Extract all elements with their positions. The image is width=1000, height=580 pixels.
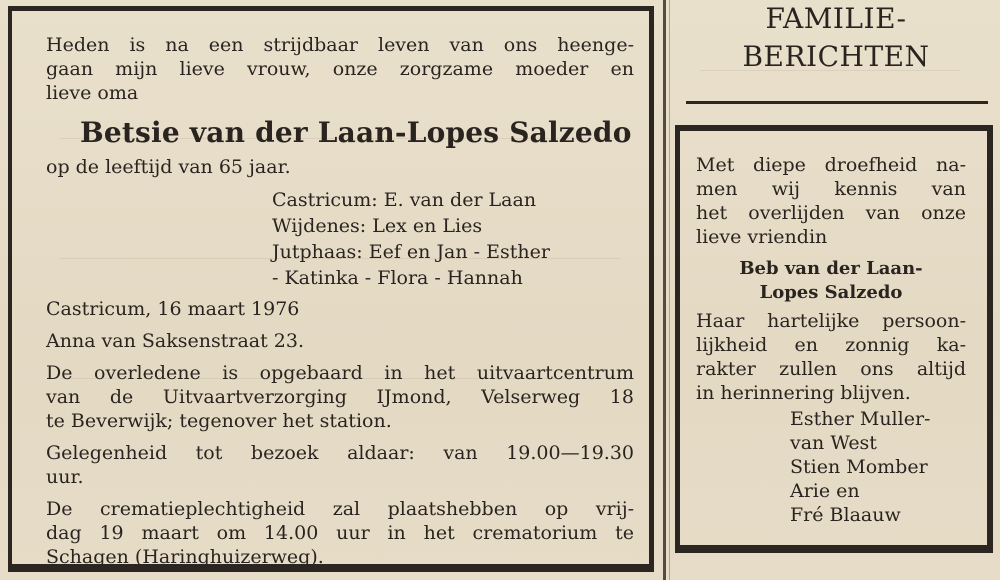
friends-intro-line: het overlijden van onze [696,202,966,224]
family-line: Jutphaas: Eef en Jan - Esther [272,241,550,263]
family-line: Castricum: E. van der Laan [272,189,537,211]
viewing-info [46,361,634,433]
signer-line: van West [790,432,877,454]
notice-intro [46,33,634,105]
friends-intro-line: Met diepe droefheid na- [696,154,966,176]
friends-intro-line: men wij kennis van [696,178,966,200]
tribute-line: rakter zullen ons altijd [696,358,966,380]
cremation-line: dag 19 maart om 14.00 uur in het crematorium te [46,522,634,544]
friends-notice-frame [675,125,993,553]
intro-line: lieve oma [46,82,139,104]
signer-line: Esther Muller- [790,408,931,430]
friends-intro [696,153,966,249]
intro-line: Heden is na een strijdbaar leven van ons heenge- [46,34,634,56]
viewing-line: te Beverwijk; tegenover het station. [46,410,392,432]
place-date: Castricum, 16 maart 1976 [46,298,300,320]
death-notice-frame [8,6,654,572]
column-divider-thin [669,0,670,580]
signer-line: Stien Momber [790,456,928,478]
cremation-line: Schagen (Haringhuizerweg). [46,546,324,568]
visit-info [46,441,634,489]
tribute-line: Haar hartelijke persoon- [696,310,966,332]
heading-line: FAMILIE- [765,2,907,35]
death-notice-body [46,33,634,569]
family-list [272,187,634,291]
tribute-text [696,309,966,405]
viewing-line: De overledene is opgebaard in het uitvaartcentrum [46,362,634,384]
address-block [46,329,634,353]
family-line: Wijdenes: Lex en Lies [272,215,483,237]
intro-line: gaan mijn lieve vrouw, onze zorgzame moeder en [46,58,634,80]
cremation-info [46,497,634,569]
tribute-line: lijkheid en zonnig ka- [696,334,966,356]
friends-notice-body [696,153,966,527]
place-date-block [46,297,634,321]
friend-name-line: Beb van der Laan- [739,258,923,279]
friend-name-line: Lopes Salzedo [759,282,903,303]
signer-line: Arie en [790,480,860,502]
heading-line: BERICHTEN [742,40,930,73]
viewing-line: van de Uitvaartverzorging IJmond, Velserweg 18 [46,386,634,408]
deceased-name: Betsie van der Laan-Lopes Salzedo [80,116,632,149]
family-line: - Katinka - Flora - Hannah [272,267,523,289]
column-divider [663,0,666,580]
heading-rule [686,101,988,104]
address: Anna van Saksenstraat 23. [46,330,305,352]
visit-line: uur. [46,466,84,488]
section-heading [686,0,986,76]
signer-line: Fré Blaauw [790,504,901,526]
tribute-line: in herinnering blijven. [696,382,911,404]
signers-list [790,407,966,527]
visit-line: Gelegenheid tot bezoek aldaar: van 19.00—19.30 [46,442,634,464]
age-line: op de leeftijd van 65 jaar. [46,156,291,178]
friends-intro-line: lieve vriendin [696,226,828,248]
cremation-line: De crematieplechtigheid zal plaatshebben op vrij- [46,498,634,520]
friend-name [696,257,966,305]
